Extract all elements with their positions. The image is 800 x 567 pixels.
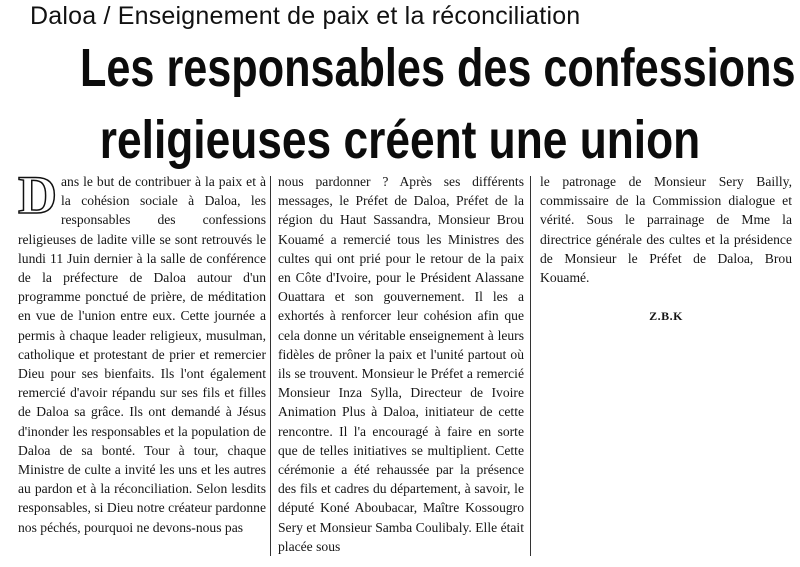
column-2-text: nous pardonner ? Après ses différents messages, le Préfet de Daloa, Préfet de la région du Haut Sassandra, Monsieur Brou Kouamé a remercié tous les Ministres des cultes qui ont prié pour le retour de la paix en Côte d'Ivoire, pour le Président Alassane Ouattara et son gouvernement. Il les a exhortés à renforcer leur cohésion afin que cela donne un véritable enseignement à leurs fidèles de prôner la paix et l'unité partout où ils se trouvent. Monsieur le Préfet a remercié Monsieur Inza Sylla, Directeur de Ivoire Animation Plus à Daloa, initiateur de cette rencontre. Il l'a encouragé à faire en sorte que de telles initiatives se multiplient. Cette cérémonie a été rehaussée par la présence des fils et cadres du département, à savoir, le député Koné Aboubacar, Maître Kossougro Sery et Monsieur Samba Coulibaly. Elle était placée sous bbox=[278, 174, 524, 554]
article-column-1 bbox=[18, 165, 266, 537]
article-paragraph bbox=[18, 165, 266, 537]
article-column-3 bbox=[540, 172, 792, 326]
column-divider bbox=[530, 176, 531, 556]
headline-line-1: Les responsables des confessions bbox=[80, 38, 796, 98]
column-3-text: le patronage de Monsieur Sery Bailly, commissaire de la Commission dialogue et vérité. Sous le parrainage de Mme la directrice générale des cultes et la présidence de Monsieur le Préfet de Daloa, Brou Kouamé. bbox=[540, 174, 792, 286]
column-divider bbox=[270, 176, 271, 556]
drop-cap: D bbox=[18, 165, 57, 225]
author-signature: Z.B.K bbox=[649, 309, 683, 324]
headline-line-2: religieuses créent une union bbox=[99, 110, 701, 170]
column-1-text: ans le but de contribuer à la paix et à la cohésion sociale à Daloa, les responsables des confessions religieuses de ladite ville se sont retrouvés le lundi 11 Juin dernier à la salle de conférence de la préfecture de Daloa autour d'un programme ponctué de prière, de méditation en vue de l'union entre eux. Cette journée a permis à chaque leader religieux, musulman, catholique et protestant de prier et remercier Dieu pour ses bienfaits. Ils l'ont également remercié d'avoir répandu sur ses fils et filles de Daloa sa grâce. Ils ont demandé à Jésus d'inonder les responsables et la population de Daloa de sa bonté. Tour à tour, chaque Ministre de culte a invité les uns et les autres au pardon et à la réconciliation. Selon lesdits responsables, si Dieu notre créateur pardonne nos péchés, pourquoi ne devons-nous pas bbox=[18, 174, 266, 535]
article-column-2 bbox=[278, 172, 524, 556]
article-kicker: Daloa / Enseignement de paix et la réconciliation bbox=[30, 2, 581, 30]
